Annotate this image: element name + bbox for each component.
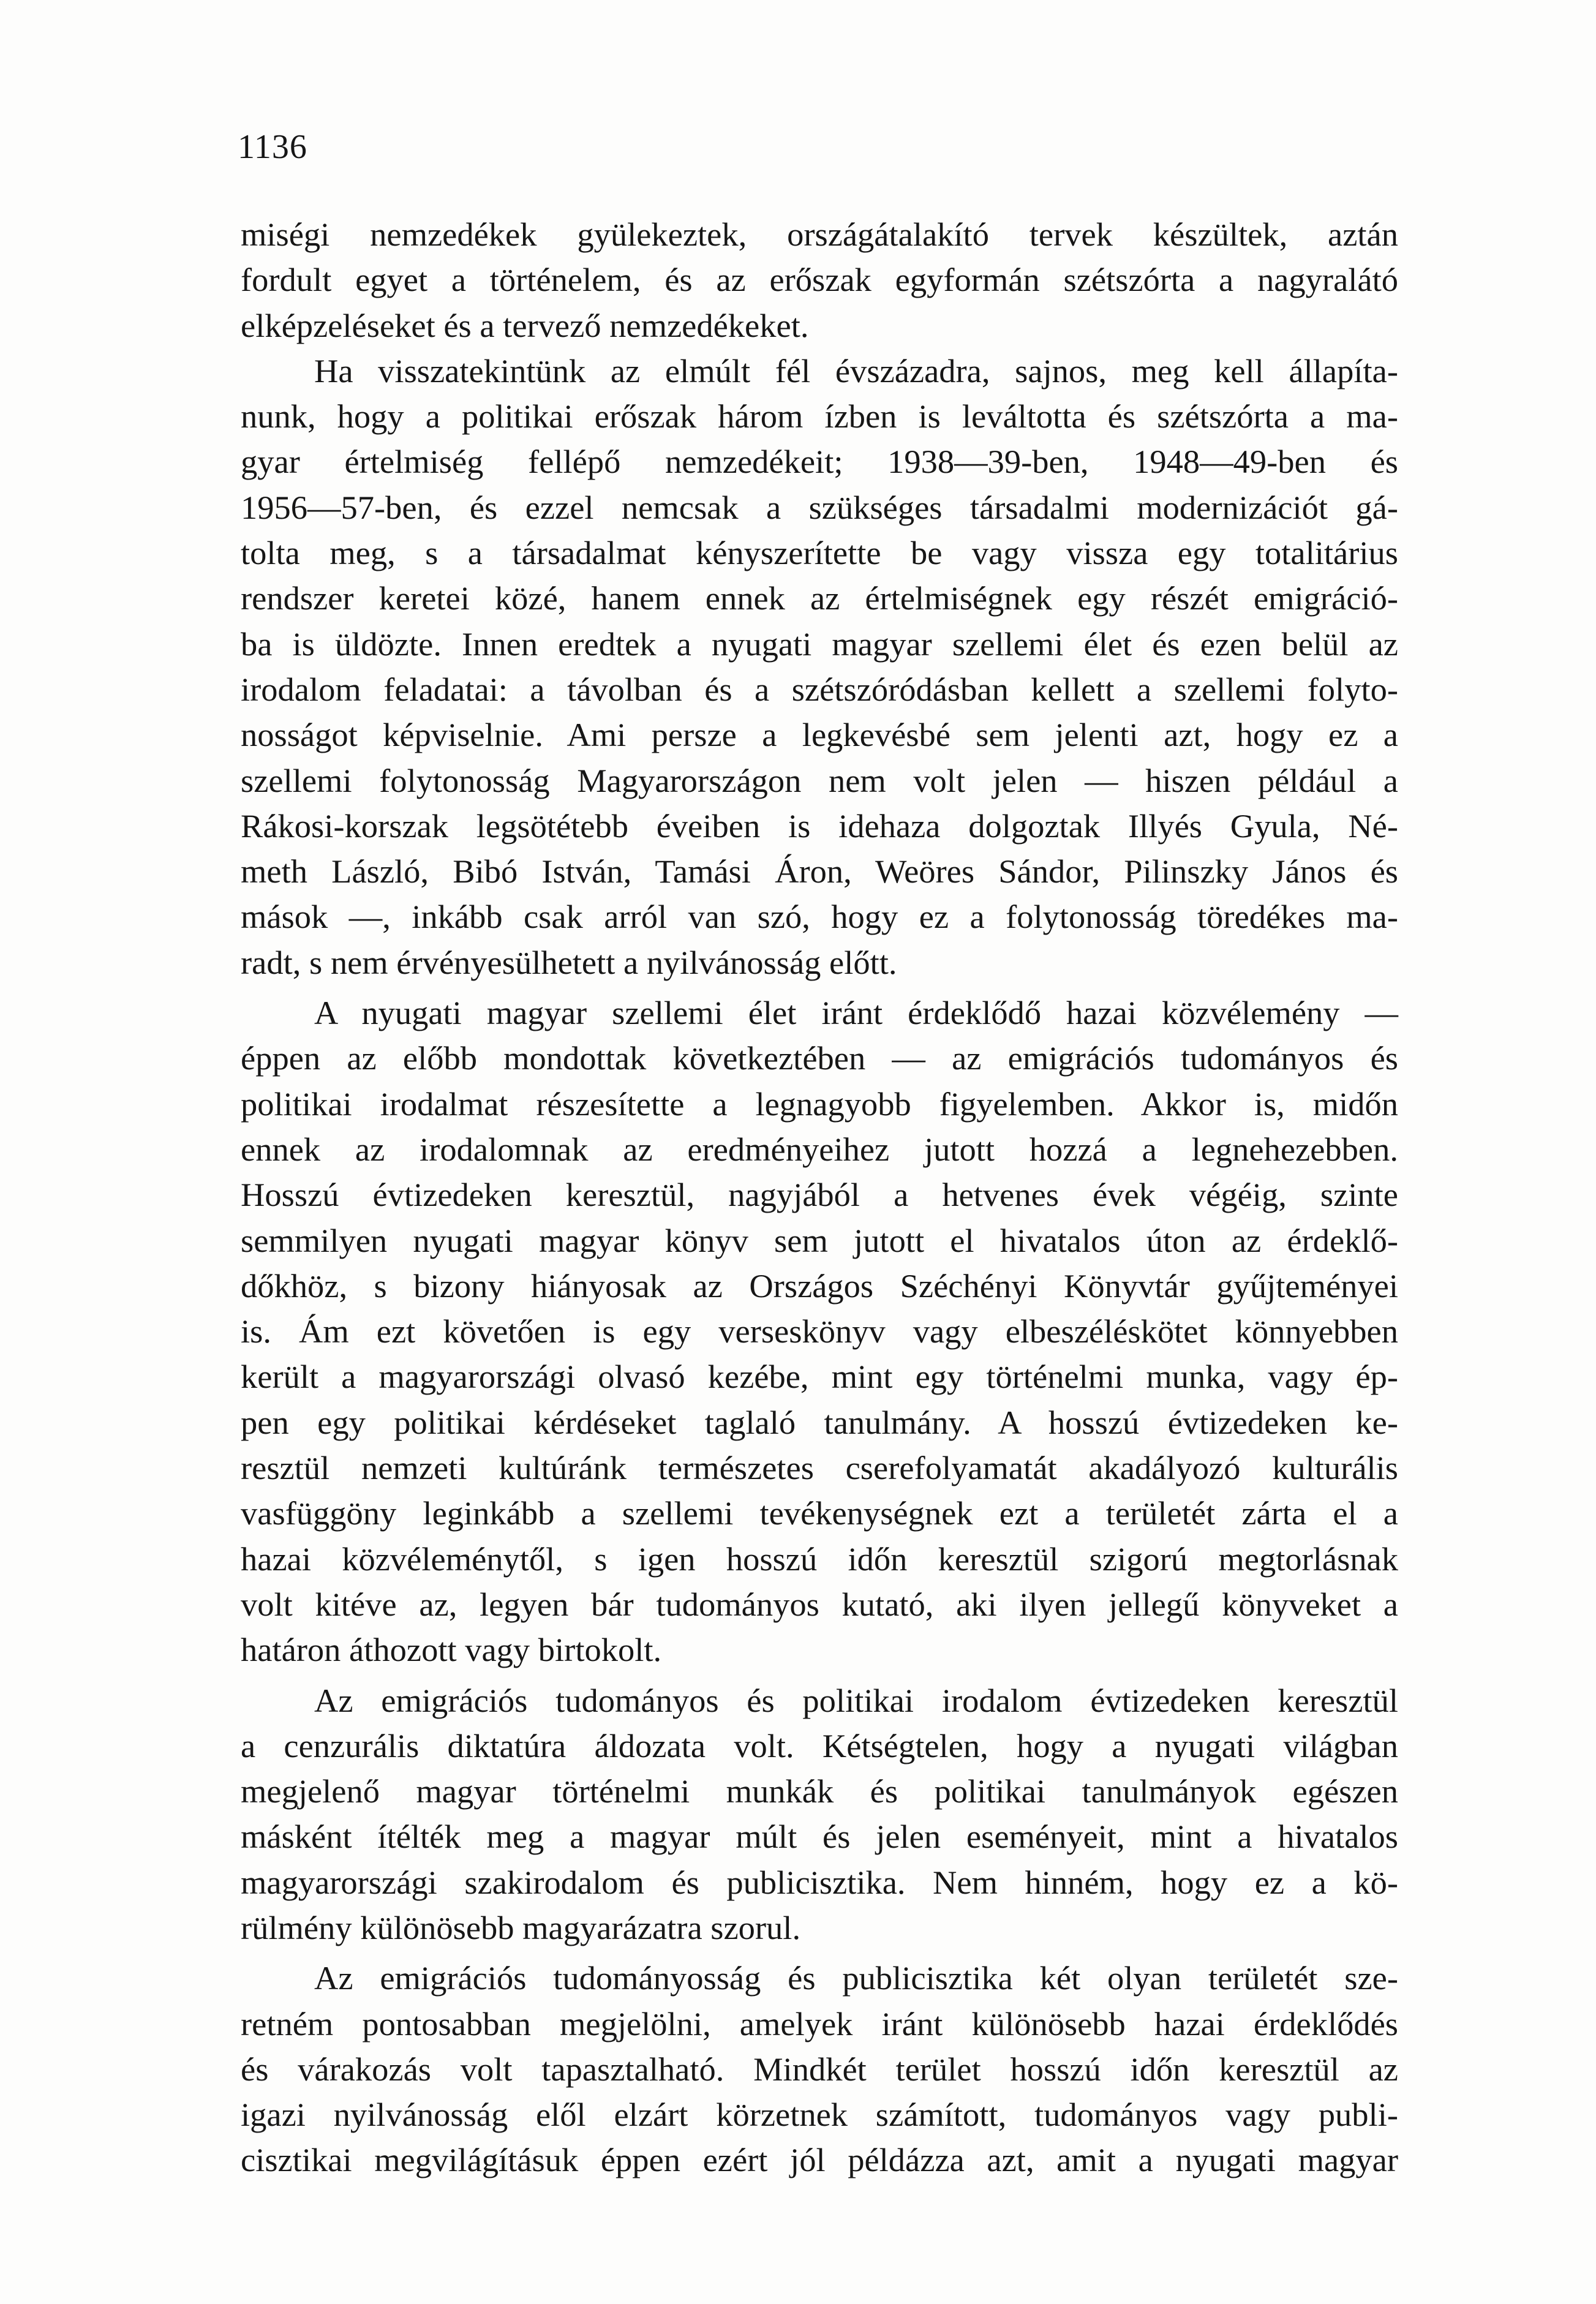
body-text — [241, 212, 1398, 2183]
text-line: cisztikai megvilágításuk éppen ezért jól példázza azt, amit a nyugati magyar — [241, 2141, 1398, 2179]
text-line: meth László, Bibó István, Tamási Áron, Weöres Sándor, Pilinszky János és — [241, 853, 1398, 890]
text-line: fordult egyet a történelem, és az erőszak egyformán szétszórta a nagyralátó — [241, 261, 1398, 299]
paragraph-first-line: Az emigrációs tudományos és politikai irodalom évtizedeken keresztül — [314, 1681, 1398, 1719]
text-line: hazai közvéleménytől, s igen hosszú időn keresztül szigorú megtorlásnak — [241, 1540, 1398, 1578]
text-line: rendszer keretei közé, hanem ennek az értelmiségnek egy részét emigráció- — [241, 579, 1398, 617]
paragraph-first-line: Az emigrációs tudományosság és publicisztika két olyan területét sze- — [314, 1959, 1398, 1997]
text-line: irodalom feladatai: a távolban és a szétszóródásban kellett a szellemi folyto- — [241, 670, 1398, 708]
text-line: és várakozás volt tapasztalható. Mindkét terület hosszú időn keresztül az — [241, 2050, 1398, 2088]
text-line: a cenzurális diktatúra áldozata volt. Kétségtelen, hogy a nyugati világban — [241, 1726, 1398, 1764]
text-line: pen egy politikai kérdéseket taglaló tanulmány. A hosszú évtizedeken ke- — [241, 1403, 1398, 1441]
text-line: magyarországi szakirodalom és publicisztika. Nem hinném, hogy ez a kö- — [241, 1863, 1398, 1901]
text-line: igazi nyilvánosság elől elzárt körzetnek számított, tudományos vagy publi- — [241, 2096, 1398, 2134]
text-line: dőkhöz, s bizony hiányosak az Országos Széchényi Könyvtár gyűjteményei — [241, 1267, 1398, 1304]
text-line: vasfüggöny leginkább a szellemi tevékenységnek ezt a területét zárta el a — [241, 1494, 1398, 1532]
text-line: nunk, hogy a politikai erőszak három ízben is leváltotta és szétszórta a ma- — [241, 397, 1398, 435]
paragraph-first-line: A nyugati magyar szellemi élet iránt érdeklődő hazai közvélemény — — [314, 994, 1398, 1032]
text-line: miségi nemzedékek gyülekeztek, országátalakító tervek készültek, aztán — [241, 216, 1398, 253]
text-line: került a magyarországi olvasó kezébe, mint egy történelmi munka, vagy ép- — [241, 1358, 1398, 1396]
text-line: elképzeléseket és a tervező nemzedékeket. — [241, 306, 809, 344]
text-line: Hosszú évtizedeken keresztül, nagyjából a hetvenes évek végéig, szinte — [241, 1176, 1398, 1214]
text-line: volt kitéve az, legyen bár tudományos kutató, aki ilyen jellegű könyveket a — [241, 1585, 1398, 1623]
text-line: mások —, inkább csak arról van szó, hogy ez a folytonosság töredékes ma- — [241, 898, 1398, 936]
paragraph-first-line: Ha visszatekintünk az elmúlt fél évszázadra, sajnos, meg kell állapíta- — [314, 352, 1398, 390]
text-line: ennek az irodalomnak az eredményeihez jutott hozzá a legnehezebben. — [241, 1130, 1398, 1168]
text-line: éppen az előbb mondottak következtében — az emigrációs tudományos és — [241, 1039, 1398, 1077]
text-line: resztül nemzeti kultúránk természetes cserefolyamatát akadályozó kulturális — [241, 1449, 1398, 1487]
page-number: 1136 — [238, 128, 307, 166]
text-line: határon áthozott vagy birtokolt. — [241, 1631, 662, 1669]
text-line: retném pontosabban megjelölni, amelyek iránt különösebb hazai érdeklődés — [241, 2005, 1398, 2042]
text-line: tolta meg, s a társadalmat kényszerítette be vagy vissza egy totalitárius — [241, 534, 1398, 572]
text-line: szellemi folytonosság Magyarországon nem volt jelen — hiszen például a — [241, 761, 1398, 799]
text-line: radt, s nem érvényesülhetett a nyilvánosság előtt. — [241, 943, 897, 981]
text-line: semmilyen nyugati magyar könyv sem jutott el hivatalos úton az érdeklő- — [241, 1221, 1398, 1259]
text-line: megjelenő magyar történelmi munkák és politikai tanulmányok egészen — [241, 1772, 1398, 1810]
text-line: nosságot képviselnie. Ami persze a legkevésbé sem jelenti azt, hogy ez a — [241, 716, 1398, 754]
text-line: másként ítélték meg a magyar múlt és jelen eseményeit, mint a hivatalos — [241, 1818, 1398, 1856]
text-line: rülmény különösebb magyarázatra szorul. — [241, 1908, 801, 1946]
text-line: Rákosi-korszak legsötétebb éveiben is idehaza dolgoztak Illyés Gyula, Né- — [241, 807, 1398, 845]
text-line: 1956—57-ben, és ezzel nemcsak a szükséges társadalmi modernizációt gá- — [241, 488, 1398, 526]
text-line: is. Ám ezt követően is egy verseskönyv vagy elbeszéléskötet könnyebben — [241, 1312, 1398, 1350]
text-line: gyar értelmiség fellépő nemzedékeit; 1938—39-ben, 1948—49-ben és — [241, 443, 1398, 481]
text-line: ba is üldözte. Innen eredtek a nyugati magyar szellemi élet és ezen belül az — [241, 625, 1398, 663]
text-line: politikai irodalmat részesítette a legnagyobb figyelemben. Akkor is, midőn — [241, 1085, 1398, 1123]
